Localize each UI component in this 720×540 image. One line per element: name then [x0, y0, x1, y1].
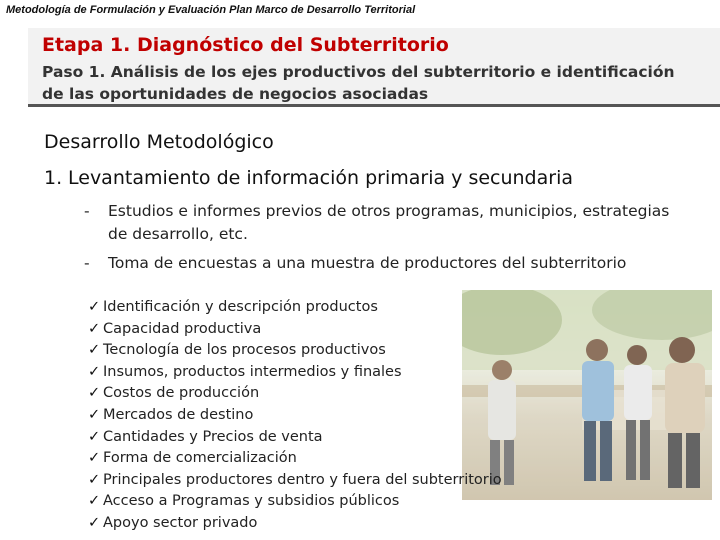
checklist-item — [88, 513, 502, 535]
checklist-item — [88, 470, 502, 492]
numbered-heading — [44, 167, 573, 189]
checklist-item-text: Principales productores dentro y fuera del subterritorio — [103, 471, 502, 488]
checklist-item-text: Insumos, productos intermedios y finales — [103, 363, 402, 380]
dash-bullet: - — [84, 254, 90, 272]
checklist-item-text: Tecnología de los procesos productivos — [103, 342, 386, 359]
checklist-item — [88, 448, 502, 470]
check-icon: ✓ — [88, 428, 101, 445]
dash-item-text: Estudios e informes previos de otros programas, municipios, estrategias de desarrollo, etc. — [108, 202, 670, 243]
checklist-item — [88, 340, 502, 362]
heading-number: 1. — [44, 167, 63, 189]
checklist-item — [88, 491, 502, 513]
checklist-item-text: Capacidad productiva — [103, 320, 262, 337]
check-icon: ✓ — [88, 471, 101, 488]
checklist-item-text: Acceso a Programas y subsidios públicos — [103, 493, 400, 510]
checklist-item-text: Cantidades y Precios de venta — [103, 428, 323, 445]
checklist-item-text: Forma de comercialización — [103, 450, 297, 467]
document-title: Metodología de Formulación y Evaluación Plan Marco de Desarrollo Territorial — [6, 4, 416, 16]
check-icon: ✓ — [88, 299, 101, 315]
section-title: Desarrollo Metodológico — [44, 131, 274, 153]
checklist-item — [88, 319, 502, 341]
checklist-item-text: Apoyo sector privado — [103, 514, 258, 531]
dash-list — [84, 200, 684, 281]
dash-list-item — [84, 252, 684, 275]
checklist-item — [88, 427, 502, 449]
check-icon: ✓ — [88, 320, 101, 337]
check-icon: ✓ — [88, 493, 101, 510]
dash-list-item — [84, 200, 684, 246]
checklist-item — [88, 383, 502, 405]
checklist — [88, 297, 502, 535]
dash-item-text: Toma de encuestas a una muestra de productores del subterritorio — [108, 254, 627, 272]
checklist-item-text: Identificación y descripción productos — [103, 299, 378, 315]
checklist-item — [88, 362, 502, 384]
check-icon: ✓ — [88, 406, 101, 423]
checklist-item — [88, 297, 502, 319]
checklist-item-text: Mercados de destino — [103, 406, 254, 423]
check-icon: ✓ — [88, 514, 101, 531]
check-icon: ✓ — [88, 450, 101, 467]
check-icon: ✓ — [88, 363, 101, 380]
heading-text: Levantamiento de información primaria y secundaria — [68, 167, 573, 189]
check-icon: ✓ — [88, 342, 101, 359]
dash-bullet: - — [84, 202, 90, 220]
checklist-item — [88, 405, 502, 427]
checklist-item-text: Costos de producción — [103, 385, 260, 402]
stage-title: Etapa 1. Diagnóstico del Subterritorio — [42, 34, 449, 56]
step-title: Paso 1. Análisis de los ejes productivos del subterritorio e identificación de las oportunidades de negocios asociadas — [42, 63, 675, 103]
check-icon: ✓ — [88, 385, 101, 402]
